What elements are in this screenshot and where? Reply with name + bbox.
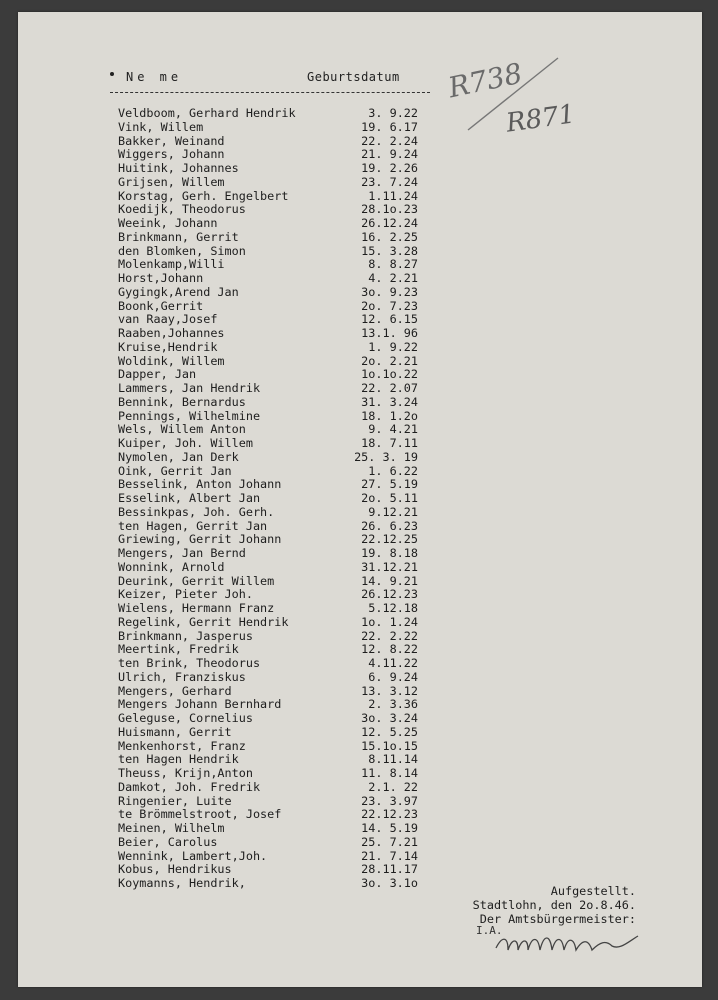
birth-date: 6. 9.24 <box>368 669 418 684</box>
list-item <box>118 643 438 657</box>
birth-date: 1. 9.22 <box>368 339 418 354</box>
list-item <box>118 272 438 286</box>
list-item <box>118 877 438 891</box>
person-name: Koymanns, Hendrik, <box>118 876 246 890</box>
birth-date: 5.12.18 <box>368 601 418 615</box>
list-item <box>118 300 438 314</box>
person-name: Koedijk, Theodorus <box>118 202 246 217</box>
birth-date: 2.1. 22 <box>368 779 418 794</box>
birth-date: 2o. 7.23 <box>361 298 418 313</box>
list-item <box>118 863 438 877</box>
list-item <box>118 822 438 836</box>
person-name: Bakker, Weinand <box>118 133 225 148</box>
list-item <box>118 162 438 176</box>
person-name: Wiggers, Johann <box>118 147 225 162</box>
birth-date: 22.12.25 <box>361 532 418 547</box>
list-item <box>118 258 438 272</box>
punch-dot <box>110 72 114 76</box>
person-name: Wielens, Hermann Franz <box>118 601 275 615</box>
list-item <box>118 712 438 726</box>
birth-date: 1.11.24 <box>368 188 418 203</box>
list-item <box>118 740 438 754</box>
list-item <box>118 245 438 259</box>
birth-date: 1. 6.22 <box>368 463 418 478</box>
birth-date: 8.11.14 <box>368 752 418 767</box>
person-name: Bennink, Bernardus <box>118 394 246 409</box>
list-item <box>118 753 438 767</box>
birth-date: 4. 2.21 <box>368 271 418 285</box>
birth-date: 22.12.23 <box>361 807 418 822</box>
birth-date: 16. 2.25 <box>361 229 418 244</box>
list-item <box>118 836 438 850</box>
person-name: Damkot, Joh. Fredrik <box>118 779 261 794</box>
list-item <box>118 767 438 781</box>
header-rule <box>110 92 430 93</box>
list-item <box>118 616 438 630</box>
birth-date: 11. 8.14 <box>361 766 418 780</box>
list-item <box>118 410 438 424</box>
list-item <box>118 575 438 589</box>
person-name: Boonk,Gerrit <box>118 298 204 313</box>
person-name: Veldboom, Gerhard Hendrik <box>118 106 296 120</box>
list-item <box>118 808 438 822</box>
person-name: Oink, Gerrit Jan <box>118 463 232 478</box>
list-item <box>118 561 438 575</box>
person-name: Brinkmann, Gerrit <box>118 229 239 244</box>
birth-date: 3o. 9.23 <box>361 284 418 299</box>
person-name: Ringenier, Luite <box>118 793 232 808</box>
birth-date: 22. 2.07 <box>361 381 418 395</box>
birth-date: 14. 9.21 <box>361 573 418 588</box>
signature-abbreviation: I.A. <box>476 924 503 937</box>
birth-date: 23. 3.97 <box>361 793 418 808</box>
list-item <box>118 478 438 492</box>
person-name: Dapper, Jan <box>118 367 197 382</box>
birth-date: 25. 3. 19 <box>354 449 418 464</box>
list-item <box>118 726 438 740</box>
birth-date: 3. 9.22 <box>368 106 418 120</box>
birth-date: 18. 7.11 <box>361 436 418 450</box>
list-item <box>118 588 438 602</box>
person-name: Meertink, Fredrik <box>118 642 239 657</box>
person-name: Molenkamp,Willi <box>118 257 225 272</box>
person-name: Wels, Willem Anton <box>118 422 246 437</box>
birth-date: 28.1o.23 <box>361 202 418 217</box>
list-item <box>118 698 438 712</box>
birth-date: 31. 3.24 <box>361 394 418 409</box>
birth-date: 22. 2.24 <box>361 133 418 148</box>
footer-block <box>428 884 636 926</box>
person-name: Kuiper, Joh. Willem <box>118 436 253 450</box>
person-name: Kruise,Hendrik <box>118 339 218 354</box>
list-item <box>118 492 438 506</box>
list-item <box>118 327 438 341</box>
person-name: Huismann, Gerrit <box>118 724 232 739</box>
person-name: Griewing, Gerrit Johann <box>118 532 282 547</box>
person-name: Woldink, Willem <box>118 353 225 368</box>
person-name: Regelink, Gerrit Hendrik <box>118 614 289 629</box>
list-item <box>118 217 438 231</box>
person-name: te Brömmelstroot, Josef <box>118 807 282 822</box>
list-item <box>118 630 438 644</box>
person-name: Besselink, Anton Johann <box>118 477 282 492</box>
footer-line-2: Stadtlohn, den 2o.8.46. <box>472 898 636 912</box>
person-name: Bessinkpas, Joh. Gerh. <box>118 504 275 519</box>
person-name: Mengers Johann Bernhard <box>118 697 282 712</box>
person-name: Deurink, Gerrit Willem <box>118 573 275 588</box>
birth-date: 9. 4.21 <box>368 422 418 437</box>
list-item <box>118 533 438 547</box>
birth-date: 21. 7.14 <box>361 848 418 863</box>
list-item <box>118 148 438 162</box>
birth-date: 18. 1.2o <box>361 408 418 423</box>
list-item <box>118 313 438 327</box>
list-item <box>118 396 438 410</box>
person-name: Mengers, Jan Bernd <box>118 546 246 560</box>
person-name: Ulrich, Franziskus <box>118 669 246 684</box>
list-item <box>118 368 438 382</box>
pencil-annotation-top: R738 <box>445 56 526 105</box>
person-name: ten Brink, Theodorus <box>118 656 261 670</box>
birth-date: 15.1o.15 <box>361 738 418 753</box>
list-item <box>118 451 438 465</box>
birth-date: 28.11.17 <box>361 862 418 877</box>
birth-date: 23. 7.24 <box>361 174 418 189</box>
person-name: Vink, Willem <box>118 119 204 134</box>
birth-date: 19. 2.26 <box>361 161 418 175</box>
person-name: Horst,Johann <box>118 271 204 285</box>
birth-date: 19. 6.17 <box>361 119 418 134</box>
column-header-birthdate: Geburtsdatum <box>307 70 400 84</box>
person-name: van Raay,Josef <box>118 312 218 327</box>
birth-date: 14. 5.19 <box>361 821 418 835</box>
list-item <box>118 135 438 149</box>
person-name: Gygingk,Arend Jan <box>118 284 239 299</box>
person-name: Beier, Carolus <box>118 834 218 849</box>
birth-date: 2. 3.36 <box>368 697 418 712</box>
list-item <box>118 121 438 135</box>
person-name: Esselink, Albert Jan <box>118 491 261 505</box>
birth-date: 3o. 3.24 <box>361 711 418 725</box>
list-item <box>118 547 438 561</box>
birth-date: 13.1. 96 <box>361 326 418 340</box>
person-name: Grijsen, Willem <box>118 174 225 189</box>
list-item <box>118 190 438 204</box>
birth-date: 4.11.22 <box>368 656 418 670</box>
person-name: Geleguse, Cornelius <box>118 711 253 725</box>
person-name: ten Hagen, Gerrit Jan <box>118 518 268 533</box>
birth-date: 13. 3.12 <box>361 683 418 698</box>
birth-date: 12. 6.15 <box>361 312 418 327</box>
list-item <box>118 781 438 795</box>
birth-date: 26.12.23 <box>361 587 418 602</box>
birth-date: 2o. 2.21 <box>361 353 418 368</box>
person-name: ten Hagen Hendrik <box>118 752 239 767</box>
footer-line-3: Der Amtsbürgermeister: <box>479 912 636 926</box>
birth-date: 12. 5.25 <box>361 724 418 739</box>
list-item <box>118 341 438 355</box>
list-item <box>118 850 438 864</box>
person-name: Weeink, Johann <box>118 216 218 230</box>
birth-date: 9.12.21 <box>368 504 418 519</box>
column-header-name: Ne me <box>126 70 183 84</box>
person-name: Korstag, Gerh. Engelbert <box>118 188 289 203</box>
person-name: den Blomken, Simon <box>118 243 246 258</box>
list-item <box>118 465 438 479</box>
person-name: Lammers, Jan Hendrik <box>118 381 261 395</box>
document-page <box>18 12 702 987</box>
person-name: Mengers, Gerhard <box>118 683 232 698</box>
birth-date: 26. 6.23 <box>361 518 418 533</box>
list-item <box>118 176 438 190</box>
list-item <box>118 437 438 451</box>
birth-date: 25. 7.21 <box>361 834 418 849</box>
person-name: Wennink, Lambert,Joh. <box>118 848 268 863</box>
person-name: Theuss, Krijn,Anton <box>118 766 253 780</box>
footer-line-1: Aufgestellt. <box>550 884 636 898</box>
person-name: Huitink, Johannes <box>118 161 239 175</box>
person-name: Menkenhorst, Franz <box>118 738 246 753</box>
person-name: Meinen, Wilhelm <box>118 821 225 835</box>
birth-date: 26.12.24 <box>361 216 418 230</box>
person-name: Kobus, Hendrikus <box>118 862 232 877</box>
list-item <box>118 355 438 369</box>
person-name: Keizer, Pieter Joh. <box>118 587 253 602</box>
signature <box>488 924 658 964</box>
list-item <box>118 506 438 520</box>
list-item <box>118 203 438 217</box>
birth-date: 27. 5.19 <box>361 477 418 492</box>
list-item <box>118 671 438 685</box>
person-name: Nymolen, Jan Derk <box>118 449 239 464</box>
pencil-annotation-mid: R871 <box>504 99 577 139</box>
birth-date: 2o. 5.11 <box>361 491 418 505</box>
person-name: Raaben,Johannes <box>118 326 225 340</box>
list-item <box>118 657 438 671</box>
list-item <box>118 602 438 616</box>
list-item <box>118 685 438 699</box>
birth-date: 1o.1o.22 <box>361 367 418 382</box>
name-list <box>118 107 438 891</box>
list-item <box>118 520 438 534</box>
birth-date: 21. 9.24 <box>361 147 418 162</box>
person-name: Wonnink, Arnold <box>118 559 225 574</box>
person-name: Pennings, Wilhelmine <box>118 408 261 423</box>
birth-date: 12. 8.22 <box>361 642 418 657</box>
list-item <box>118 286 438 300</box>
birth-date: 8. 8.27 <box>368 257 418 272</box>
list-item <box>118 795 438 809</box>
birth-date: 31.12.21 <box>361 559 418 574</box>
birth-date: 19. 8.18 <box>361 546 418 560</box>
list-item <box>118 231 438 245</box>
birth-date: 1o. 1.24 <box>361 614 418 629</box>
birth-date: 3o. 3.1o <box>361 876 418 890</box>
list-item <box>118 107 438 121</box>
list-item <box>118 382 438 396</box>
list-item <box>118 423 438 437</box>
birth-date: 22. 2.22 <box>361 628 418 643</box>
person-name: Brinkmann, Jasperus <box>118 628 253 643</box>
birth-date: 15. 3.28 <box>361 243 418 258</box>
